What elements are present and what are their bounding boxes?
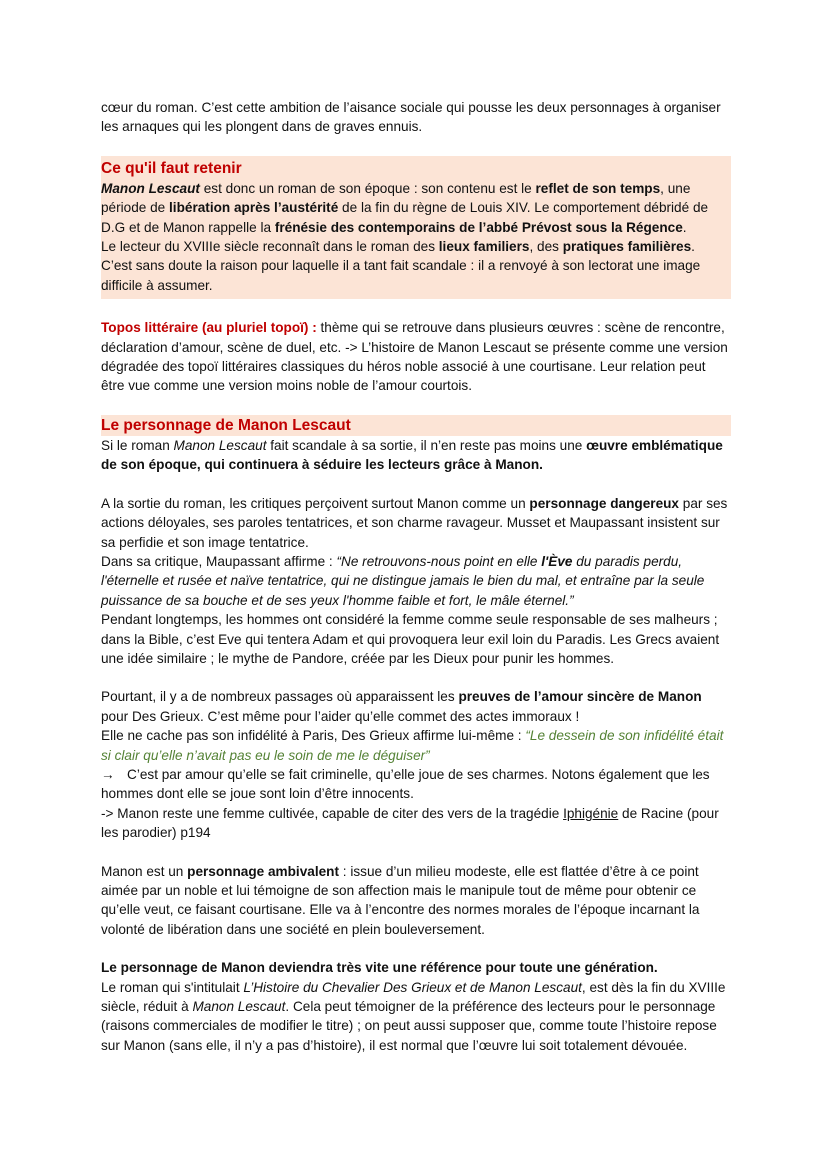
section-paragraph-1: Si le roman Manon Lescaut fait scandale à sa sortie, il n’en reste pas moins une œuvre emblématique de son époque, qui continuera à séduire les lecteurs grâce à Manon. bbox=[101, 437, 723, 473]
section-paragraph-5: Pourtant, il y a de nombreux passages où apparaissent les preuves de l’amour sincère de Manon pour Des Grieux. C’est même pour l’aider qu’elle commet des actes immoraux ! bbox=[101, 689, 702, 724]
spacer bbox=[101, 299, 731, 318]
section-heading: Le personnage de Manon Lescaut bbox=[101, 415, 731, 436]
summary-paragraph-3: C’est sans doute la raison pour laquelle il a tant fait scandale : il a renvoyé à son lectorat une image difficile à assumer. bbox=[101, 258, 701, 293]
section-paragraph-11: Le roman qui s'intitulait L’Histoire du Chevalier Des Grieux et de Manon Lescaut, est dès la fin du XVIIIe siècle, réduit à Manon Lescaut. Cela peut témoigner de la préférence des lecteurs pour le personnage (raisons commerciales de modifier le titre) ; on peut aussi supposer que, comme toute l’histoire repose sur Manon (sans elle, il n’y a pas d’histoire), il est normal que l’œuvre lui soit totalement dévouée. bbox=[101, 979, 726, 1053]
spacer bbox=[101, 475, 731, 494]
summary-paragraph-2: Le lecteur du XVIIIe siècle reconnaît dans le roman des lieux familiers, des pratiques familières. bbox=[101, 239, 695, 255]
des-grieux-quote: Elle ne cache pas son infidélité à Paris, Des Grieux affirme lui-même : “Le dessein de son infidélité était si clair qu’elle n’avait pas eu le soin de me le déguiser” bbox=[101, 728, 724, 763]
maupassant-quote: Dans sa critique, Maupassant affirme : “Ne retrouvons-nous point en elle l'Ève du paradis perdu, l'éternelle et rusée et naïve tentatrice, qui ne distingue jamais le bien du mal, et entraîne par la seule puissance de sa bouche et de ses yeux l'homme faible et fort, le mâle éternel.” bbox=[101, 553, 705, 608]
section-paragraph-10: Le personnage de Manon deviendra très vite une référence pour toute une génération. bbox=[101, 960, 658, 976]
spacer bbox=[101, 939, 731, 958]
summary-box bbox=[101, 156, 731, 299]
section-paragraph-2: A la sortie du roman, les critiques perçoivent surtout Manon comme un personnage dangereux par ses actions déloyales, ses paroles tentatrices, et son charme ravageur. Musset et Maupassant insistent sur sa perfidie et son image tentatrice. bbox=[101, 495, 728, 550]
section-paragraph-4: Pendant longtemps, les hommes ont considéré la femme comme seule responsable de ses malheurs ; dans la Bible, c’est Eve qui tentera Adam et qui provoquera leur exil loin du Paradis. Les Grecs avaient une idée similaire ; le mythe de Pandore, créée par les Dieux pour punir les hommes. bbox=[101, 612, 720, 666]
topos-definition: Topos littéraire (au pluriel topoï) : thème qui se retrouve dans plusieurs œuvres : scène de rencontre, déclaration d’amour, scène de duel, etc. -> L’histoire de Manon Lescaut se présente comme une version dégradée des topoï littéraires classiques du héros noble associé à une courtisane. Leur relation peut être vue comme une version moins noble de l’amour courtois. bbox=[101, 320, 728, 394]
document-page bbox=[101, 98, 731, 1055]
spacer bbox=[101, 137, 731, 156]
intro-paragraph: cœur du roman. C’est cette ambition de l’aisance sociale qui pousse les deux personnages à organiser les arnaques qui les plongent dans de graves ennuis. bbox=[101, 100, 721, 135]
summary-paragraph-1: Manon Lescaut est donc un roman de son époque : son contenu est le reflet de son temps, une période de libération après l’austérité de la fin du règne de Louis XIV. Le comportement débridé de D.G et de Manon rappelle la frénésie des contemporains de l’abbé Prévost sous la Régence. bbox=[101, 180, 709, 235]
spacer bbox=[101, 843, 731, 862]
spacer bbox=[101, 396, 731, 415]
topos-term: Topos littéraire (au pluriel topoï) : bbox=[101, 320, 317, 336]
summary-title: Ce qu'il faut retenir bbox=[101, 159, 242, 177]
section-paragraph-8: -> Manon reste une femme cultivée, capable de citer des vers de la tragédie Iphigénie de Racine (pour les parodier) p194 bbox=[101, 805, 719, 841]
section-paragraph-9: Manon est un personnage ambivalent : issue d’un milieu modeste, elle est flattée d’être à ce point aimée par un noble et lui témoigne de son affection mais le manipule tout de même pour obtenir ce qu’elle veut, ce faisant courtisane. Elle va à l’encontre des normes morales de l’époque incarnant la volonté de libération dans une société en plein bouleversement. bbox=[101, 863, 700, 937]
arrow-icon: → bbox=[101, 766, 115, 782]
arrow-paragraph: → C’est par amour qu’elle se fait criminelle, qu’elle joue de ses charmes. Notons également que les hommes dont elle se joue sont loin d’être innocents. bbox=[101, 766, 710, 802]
spacer bbox=[101, 668, 731, 687]
